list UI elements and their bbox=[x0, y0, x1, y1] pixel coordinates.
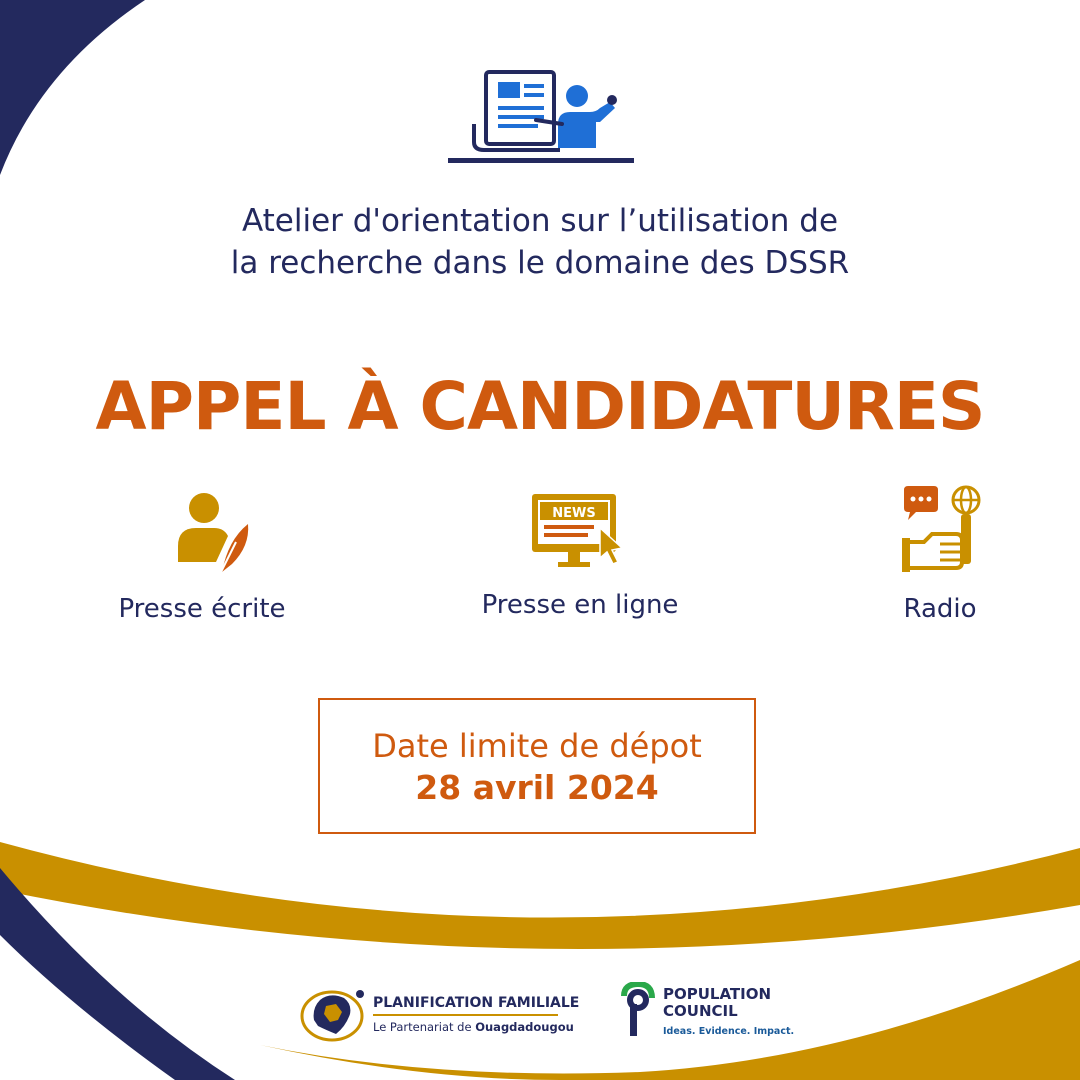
radio-microphone-icon bbox=[900, 484, 986, 576]
subtitle-line-1: Atelier d'orientation sur l’utilisation de bbox=[241, 203, 839, 239]
category-label-radio: Radio bbox=[903, 594, 977, 624]
news-icon-text: NEWS bbox=[552, 506, 596, 521]
pf-logo-divider bbox=[373, 1014, 558, 1016]
pc-logo-tagline: Ideas. Evidence. Impact. bbox=[663, 1026, 795, 1037]
deadline-label: Date limite de dépot bbox=[372, 727, 702, 765]
category-label-print: Presse écrite bbox=[118, 594, 286, 624]
category-label-online: Presse en ligne bbox=[481, 590, 679, 620]
deadline-box bbox=[318, 698, 756, 834]
navy-top-left-swoosh bbox=[0, 0, 145, 175]
press-briefing-icon bbox=[440, 62, 640, 172]
pf-logo-subtitle-bold: Ouagdadougou bbox=[475, 1020, 574, 1034]
population-council-logo-icon bbox=[620, 982, 656, 1038]
subtitle-line-2: la recherche dans le domaine des DSSR bbox=[230, 245, 850, 281]
gold-band-swoosh bbox=[0, 842, 1080, 949]
deadline-date: 28 avril 2024 bbox=[415, 768, 659, 807]
pf-logo-subtitle-prefix: Le Partenariat de bbox=[373, 1020, 476, 1034]
planification-familiale-logo-icon bbox=[300, 986, 366, 1042]
pc-logo-line2: COUNCIL bbox=[663, 1002, 738, 1020]
workshop-subtitle bbox=[0, 200, 1080, 284]
writer-quill-icon bbox=[176, 490, 252, 576]
pf-logo-subtitle bbox=[373, 1020, 574, 1034]
page-title: APPEL À CANDIDATURES bbox=[95, 368, 985, 445]
pf-logo-title: PLANIFICATION FAMILIALE bbox=[373, 995, 580, 1011]
online-news-monitor-icon bbox=[530, 492, 628, 572]
pc-logo-line1: POPULATION bbox=[663, 985, 772, 1003]
